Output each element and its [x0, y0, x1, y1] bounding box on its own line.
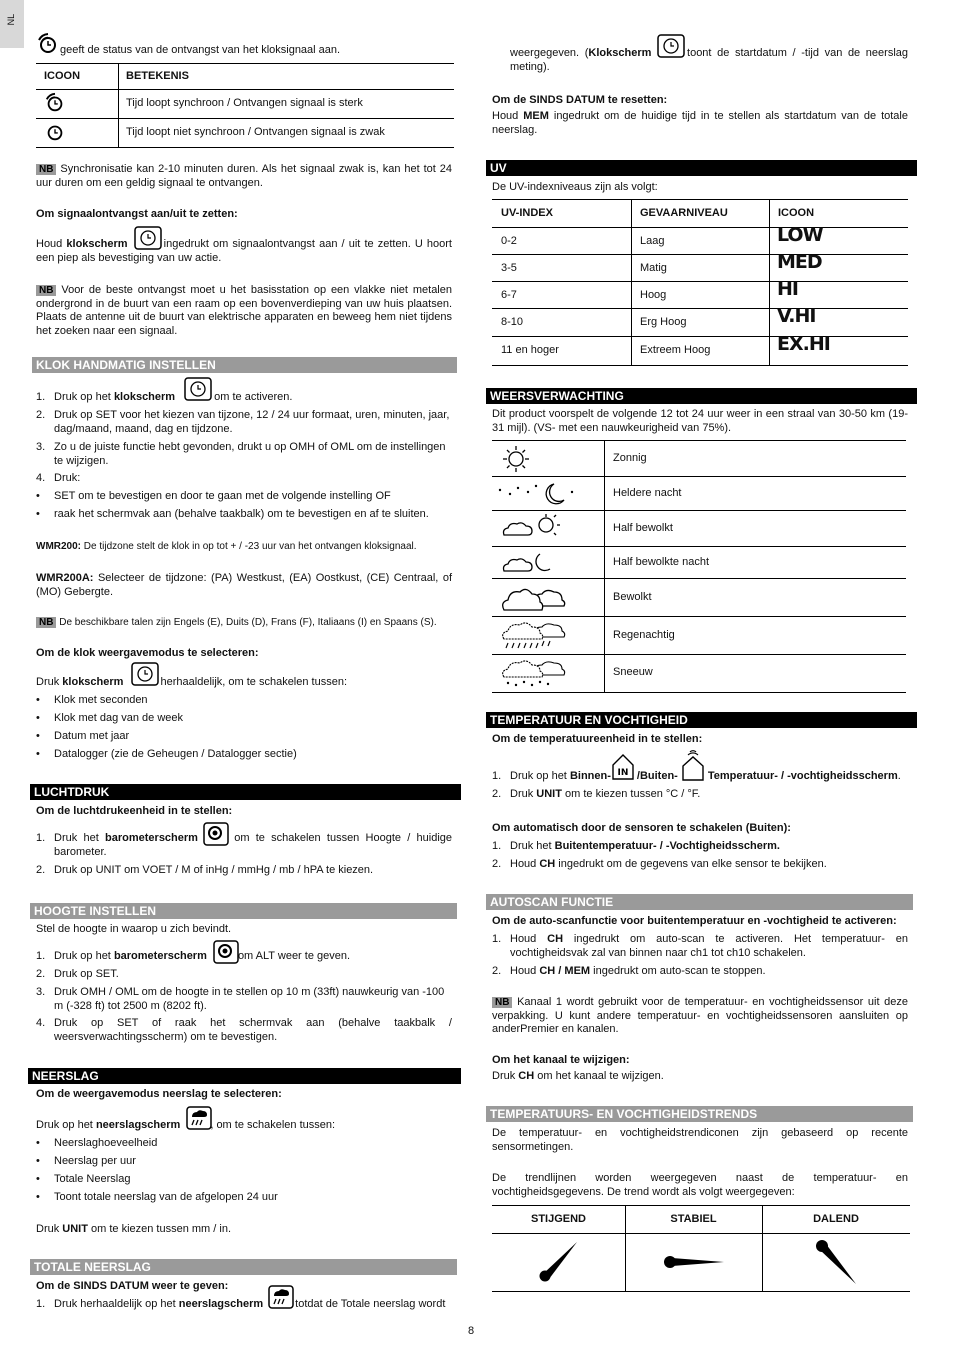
reset-title: Om de SINDS DATUM te resetten: [492, 94, 668, 106]
uv-exhi-icon: EX.HI [777, 333, 830, 355]
section-header-clock: KLOK HANDMATIG INSTELLEN [32, 357, 457, 373]
uv-index-cell: 11 en hoger [501, 344, 559, 356]
list-item: 2. Druk op SET voor het kiezen van tijzone, 12 / 24 uur formaat, uren, minuten, jaar, dag/maand, maand, dag en tijdzone. [36, 409, 450, 435]
uv-level-cell: Extreem Hoog [640, 344, 711, 356]
section-header-forecast: WEERSVERWACHTING [486, 388, 917, 404]
clock-mode-title: Om de klok weergavemodus te selecteren: [36, 647, 259, 659]
forecast-row-label: Half bewolkte nacht [613, 556, 709, 568]
trend-header-stable: STABIEL [670, 1213, 717, 1225]
uv-med-icon: MED [777, 251, 822, 273]
rain-mode-text: Druk op het neerslagscherm , om te schakelen tussen: [36, 1119, 336, 1131]
signal-weak-icon [44, 121, 66, 148]
trend-header-rising: STIJGEND [530, 1213, 586, 1225]
signal-strong-icon [44, 92, 66, 119]
list-item: 4. Druk op SET of raak het schermvak aan (behalve taakbalk / weersverwachtingsscherm) om te bevestigen. [36, 1017, 452, 1043]
uv-header-icon: ICOON [778, 207, 815, 219]
signal-intro: geeft de status van de ontvangst van het kloksignaal aan. [60, 44, 341, 56]
forecast-row-label: Bewolkt [613, 591, 652, 603]
uv-header-level: GEVAARNIVEAU [640, 207, 728, 219]
channel-subtitle: Om het kanaal te wijzigen: [492, 1054, 630, 1066]
trend-rising-icon [535, 1238, 585, 1291]
trend-intro-2: De trendlijnen worden weergegeven naast de temperatuur- en vochtigheidsgegevens. De trend wordt als volgt weergegeven: [492, 1172, 908, 1198]
temperature-subtitle: Om de temperatuureenheid in te stellen: [492, 733, 703, 745]
total-rain-continued: weergegeven. (Klokscherm toont de startdatum / -tijd van de neerslag meting). [510, 47, 908, 73]
section-header-autoscan: AUTOSCAN FUNCTIE [486, 894, 913, 910]
cloudy-icon [500, 582, 568, 619]
svg-text:IN: IN [617, 768, 629, 778]
snow-icon [500, 657, 568, 694]
uv-level-cell: Hoog [640, 289, 667, 301]
uv-low-icon: LOW [777, 224, 823, 246]
nb-languages: NB De beschikbare talen zijn Engels (E), Duits (D), Frans (F), Italiaans (I) en Spaans (S). [36, 616, 452, 630]
rain-subtitle: Om de weergavemodus neerslag te selecteren: [36, 1088, 282, 1100]
section-header-total-rain: TOTALE NEERSLAG [30, 1259, 457, 1275]
altitude-intro: Stel de hoogte in waarop u zich bevindt. [36, 923, 232, 935]
uv-level-cell: Matig [640, 262, 667, 274]
forecast-row-label: Heldere nacht [613, 487, 682, 499]
uv-index-cell: 3-5 [501, 262, 517, 274]
uv-vhi-icon: V.HI [777, 305, 816, 327]
clock-mode-text: Druk klokscherm herhaaldelijk, om te schakelen tussen: [36, 676, 348, 688]
reset-text: Houd MEM ingedrukt om de huidige tijd in te stellen als startdatum van de totale neerslag. [492, 110, 908, 136]
nb-placement: NB Voor de beste ontvangst moet u het basisstation op een vlakke niet metalen ondergrond in de buurt van een raam op een bovenverdieping van uw huis plaatsen. Plaats de antenne uit de buurt van elektrische apparaten en beweeg hem niet tijdens het zoeken naar een signaal. [36, 284, 452, 337]
uv-header-index: UV-INDEX [501, 207, 553, 219]
uv-hi-icon: HI [777, 278, 798, 300]
partly-cloudy-icon [500, 513, 564, 546]
section-header-altitude: HOOGTE INSTELLEN [30, 903, 457, 919]
sunny-icon [500, 445, 532, 478]
trend-falling-icon [810, 1236, 862, 1293]
nb-channel: NB Kanaal 1 wordt gebruikt voor de temperatuur- en vochtigheidssensor uit deze verpakking. U kunt andere temperatuur- en vochtigheidssensoren aansluiten op anderPremier en kanalen. [492, 996, 908, 1035]
forecast-row-label: Half bewolkt [613, 522, 673, 534]
section-header-pressure: LUCHTDRUK [30, 784, 461, 800]
trend-header-falling: DALEND [813, 1213, 859, 1225]
rainy-icon [500, 619, 568, 656]
uv-index-cell: 0-2 [501, 235, 517, 247]
section-header-trends: TEMPERATUURS- EN VOCHTIGHEIDSTRENDS [486, 1106, 913, 1122]
table-row-weak: Tijd loopt niet synchroon / Ontvangen signaal is zwak [126, 126, 385, 138]
language-tab: NL [0, 0, 24, 48]
list-item: 1. Druk het barometerscherm om te schakelen tussen Hoogte / huidige barometer. [36, 832, 453, 858]
forecast-intro: Dit product voorspelt de volgende 12 tot 24 uur weer in een straal van 30-50 km (19-31 mijl). (VS- met een nauwkeurigheid van 75%). [492, 408, 908, 434]
uv-index-cell: 6-7 [501, 289, 517, 301]
list-item: 3. Zo u de juiste functie hebt gevonden, drukt u op OMH of OML om de instellingen te wijzigen. [36, 441, 446, 467]
channel-text: Druk CH om het kanaal te wijzigen. [492, 1070, 664, 1082]
rain-unit-text: Druk UNIT om te kiezen tussen mm / in. [36, 1223, 232, 1235]
trend-stable-icon [660, 1250, 728, 1279]
nb-sync: NB Synchronisatie kan 2-10 minuten duren. Als het signaal zwak is, kan het tot 24 uur duren om een geldig signaal te ontvangen. [36, 163, 452, 189]
wmr200-note: WMR200: De tijdzone stelt de klok in op tot + / -23 uur van het ontvangen kloksignaal. [36, 541, 417, 552]
section-header-temperature: TEMPERATUUR EN VOCHTIGHEID [486, 712, 917, 728]
section-header-rain: NEERSLAG [28, 1068, 461, 1084]
page-number: 8 [468, 1325, 475, 1337]
nb-badge: NB [36, 164, 56, 175]
signal-onoff-title: Om signaalontvangst aan/uit te zetten: [36, 208, 238, 220]
section-header-uv: UV [486, 160, 917, 176]
auto-switch-subtitle: Om automatisch door de sensoren te schakelen (Buiten): [492, 822, 791, 834]
trend-intro-1: De temperatuur- en vochtigheidstrendiconen zijn gebaseerd op recente sensormetingen. [492, 1127, 908, 1153]
autoscan-subtitle: Om de auto-scanfunctie voor buitentemperatuur en -vochtigheid te activeren: [492, 915, 897, 927]
list-item: 1. Houd CH ingedrukt om auto-scan te activeren. Het temperatuur- en vochtigheidsvak zal van binnen naar ch1 tot ch10 schakelen. [492, 933, 908, 959]
uv-level-cell: Erg Hoog [640, 316, 687, 328]
uv-level-cell: Laag [640, 235, 665, 247]
signal-strong-icon [36, 32, 60, 61]
uv-intro: De UV-indexniveaus zijn als volgt: [492, 181, 658, 193]
table-header-icon: ICOON [44, 70, 81, 82]
uv-index-cell: 8-10 [501, 316, 524, 328]
forecast-row-label: Zonnig [613, 452, 647, 464]
forecast-row-label: Sneeuw [613, 666, 653, 678]
pressure-subtitle: Om de luchtdrukeenheid in te stellen: [36, 805, 233, 817]
table-row-strong: Tijd loopt synchroon / Ontvangen signaal is sterk [126, 97, 363, 109]
signal-onoff-text: Houd klokscherm ingedrukt om signaalontvangst aan / uit te zetten. U hoort een piep als bevestiging van uw actie. [36, 238, 452, 264]
total-rain-subtitle: Om de SINDS DATUM weer te geven: [36, 1280, 229, 1292]
table-header-meaning: BETEKENIS [126, 70, 189, 82]
list-item: 3. Druk OMH / OML om de hoogte in te stellen op 10 m (33ft) nauwkeurig van -100 m (-328 ft) tot 2500 m (8202 ft). [36, 986, 445, 1012]
forecast-row-label: Regenachtig [613, 629, 675, 641]
clear-night-icon [496, 480, 576, 513]
partly-cloudy-night-icon [500, 549, 564, 582]
wmr200a-note: WMR200A: Selecteer de tijdzone: (PA) Westkust, (EA) Oostkust, (CE) Centraal, of (MO) Gebergte. [36, 572, 453, 598]
